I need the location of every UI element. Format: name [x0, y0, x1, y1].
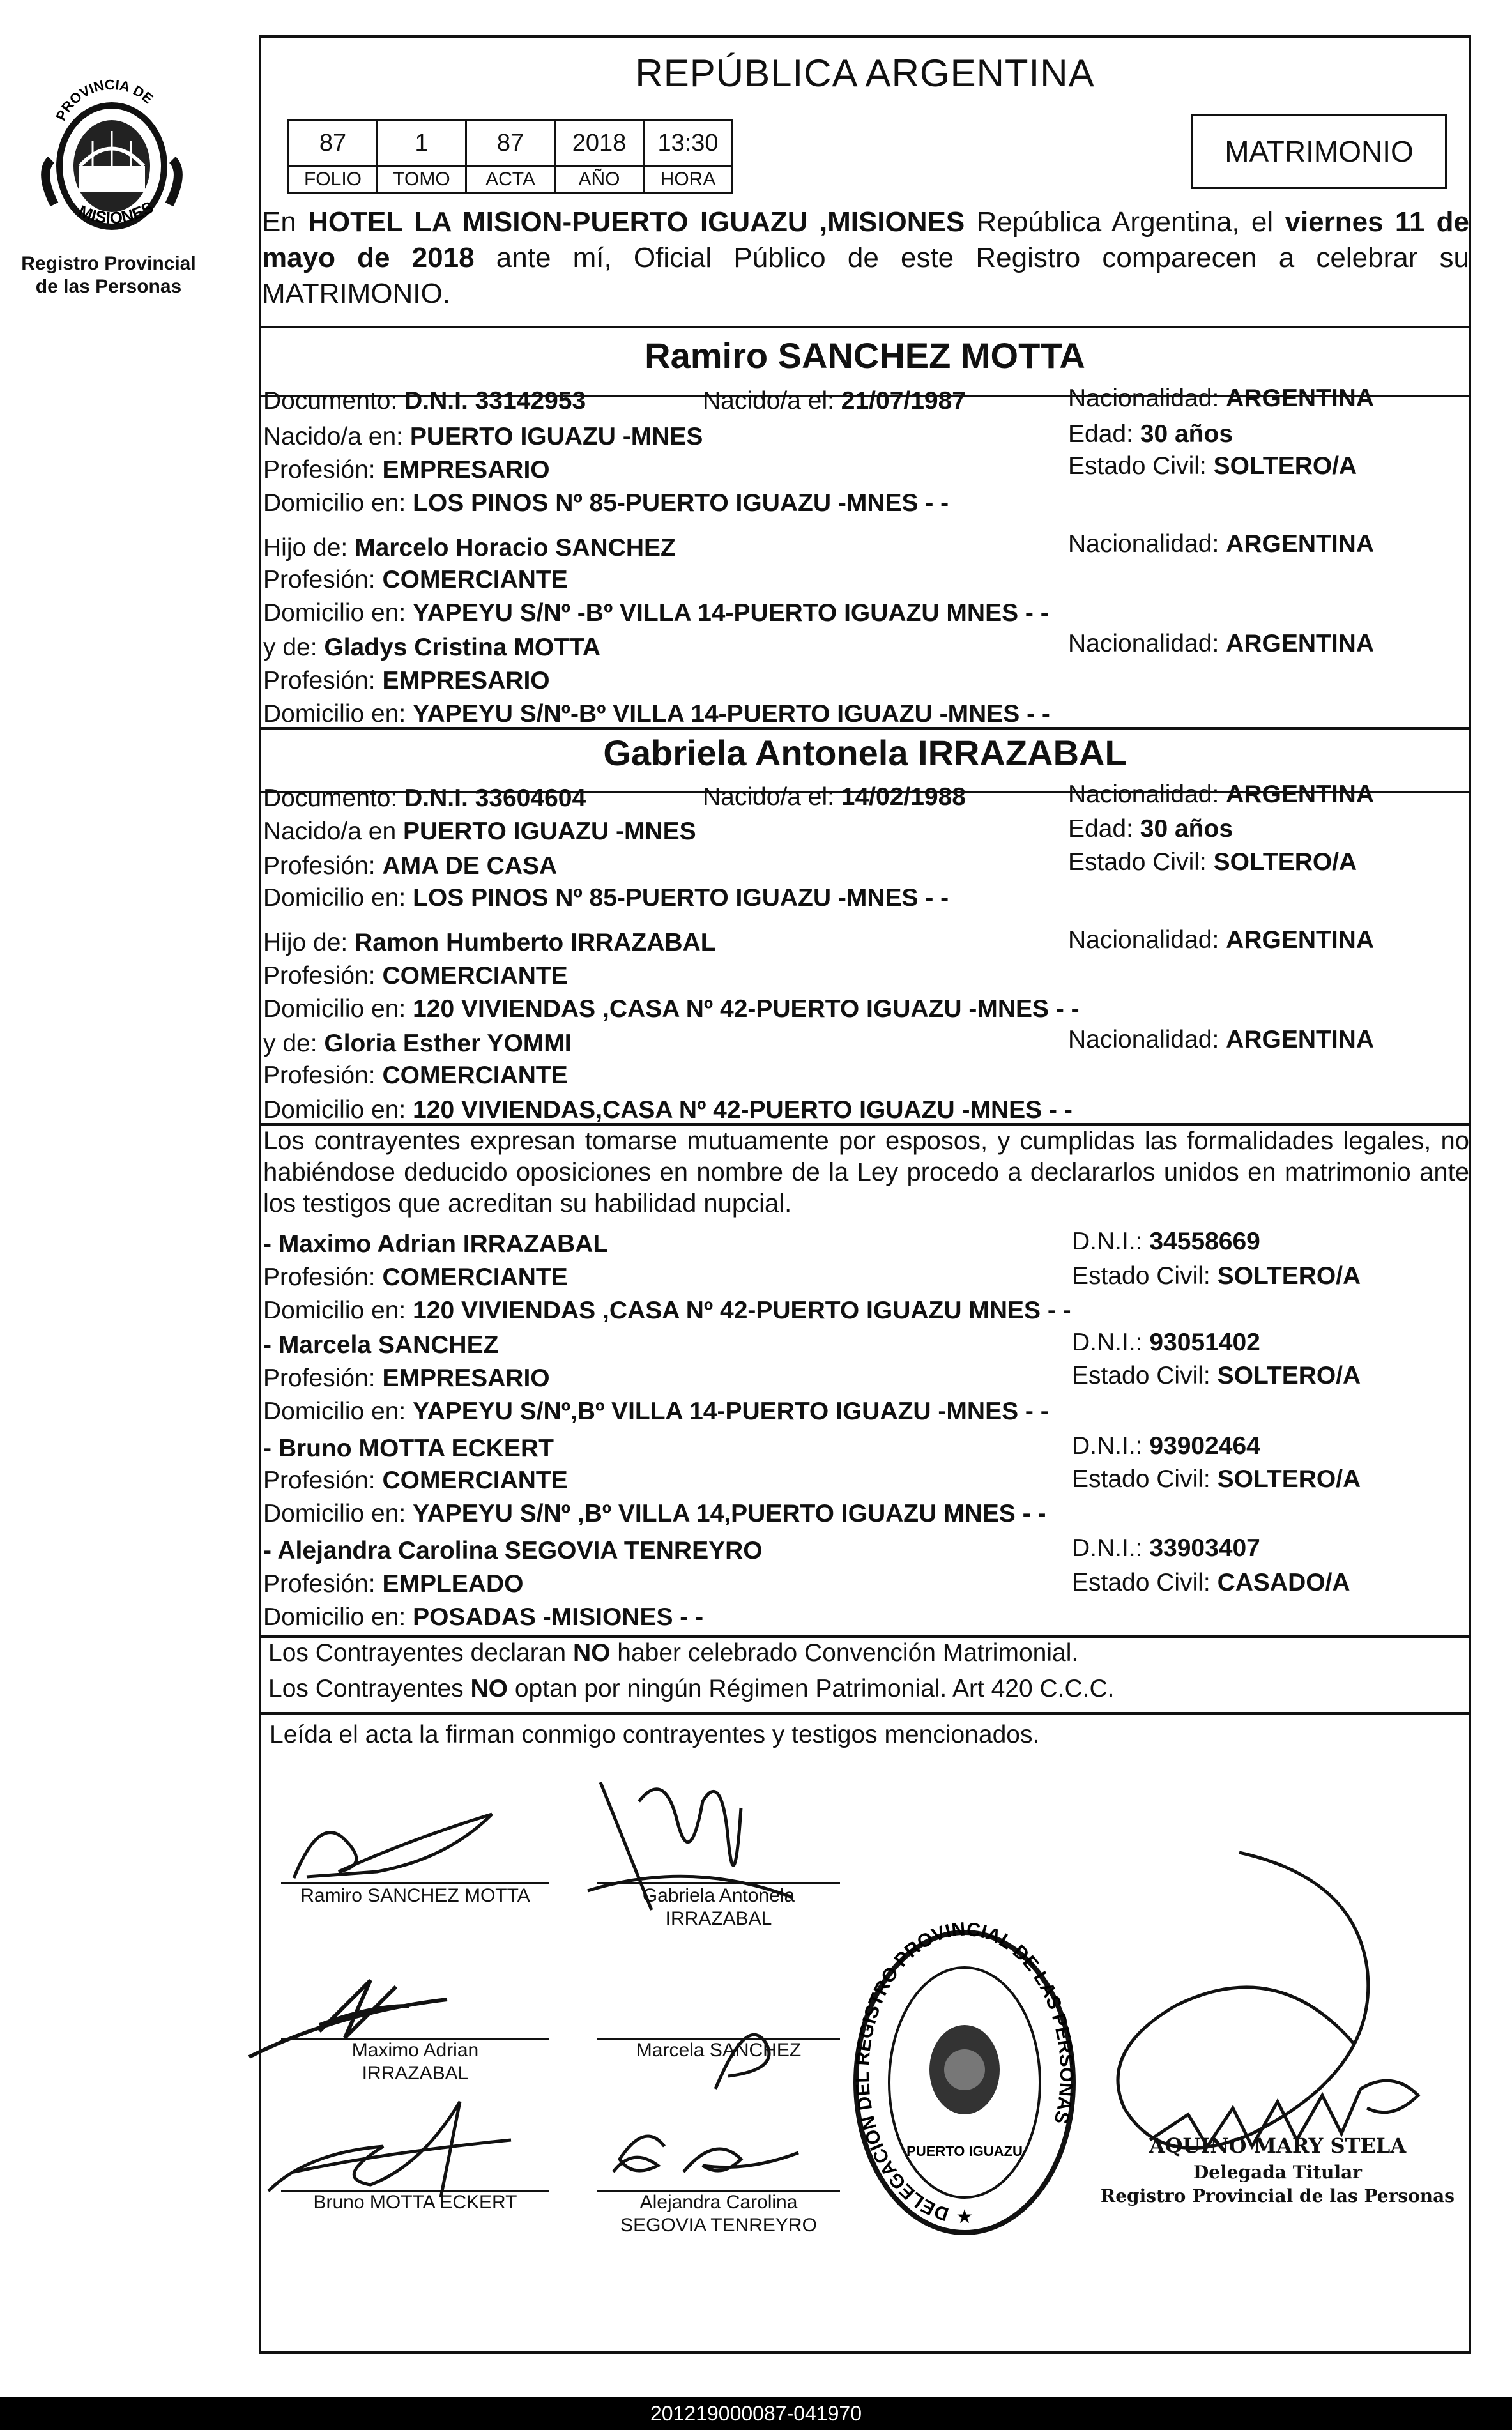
spouse2-father-nationality: Nacionalidad: ARGENTINA	[1068, 926, 1375, 954]
spouse2-name: Gabriela Antonela IRRAZABAL	[603, 733, 1127, 773]
act-header-table	[287, 119, 733, 194]
spouse1-profession: Profesión: EMPRESARIO	[263, 456, 550, 484]
spouse2-profession: Profesión: AMA DE CASA	[263, 852, 558, 880]
witness2-name: - Marcela SANCHEZ	[263, 1331, 499, 1359]
witness3-dni: D.N.I.: 93902464	[1072, 1432, 1260, 1460]
spouse1-domicile: Domicilio en: LOS PINOS Nº 85-PUERTO IGUAZU -MNES - -	[263, 489, 949, 517]
spouse1-mother: y de: Gladys Cristina MOTTA	[263, 634, 601, 661]
witness4-dni: D.N.I.: 33903407	[1072, 1534, 1260, 1562]
witness3-name: - Bruno MOTTA ECKERT	[263, 1435, 554, 1462]
spouse2-mother-profession: Profesión: COMERCIANTE	[263, 1062, 568, 1089]
registry-caption: Registro Provincial de las Personas	[21, 253, 196, 297]
signature-spouse1	[281, 1801, 562, 1891]
spouse1-document: Documento: D.N.I. 33142953	[263, 387, 586, 415]
year-label: AÑO	[555, 167, 644, 193]
document-code: 201219000087-041970	[0, 2397, 1512, 2430]
acta-label: ACTA	[466, 167, 555, 193]
folio-value: 87	[289, 120, 378, 167]
spouse2-nationality: Nacionalidad: ARGENTINA	[1068, 781, 1375, 808]
witness2-profession: Profesión: EMPRESARIO	[263, 1364, 550, 1392]
signature-witness2	[690, 2019, 818, 2095]
tomo-value: 1	[378, 120, 466, 167]
spouse2-mother-domicile: Domicilio en: 120 VIVIENDAS,CASA Nº 42-PUERTO IGUAZU -MNES - -	[263, 1096, 1073, 1124]
signature-caption-witness2: Marcela SANCHEZ	[636, 2040, 802, 2061]
spouse2-birth-place: Nacido/a en PUERTO IGUAZU -MNES	[263, 818, 696, 845]
signature-official	[1086, 1840, 1482, 2172]
spouse2-father-profession: Profesión: COMERCIANTE	[263, 962, 568, 990]
spouse1-birth-date: Nacido/a el: 21/07/1987	[703, 387, 966, 415]
reading-statement: Leída el acta la firman conmigo contrayentes y testigos mencionados.	[270, 1721, 1040, 1748]
witness1-civil-status: Estado Civil: SOLTERO/A	[1072, 1262, 1361, 1290]
spouse1-mother-profession: Profesión: EMPRESARIO	[263, 667, 550, 694]
spouse2-domicile: Domicilio en: LOS PINOS Nº 85-PUERTO IGUAZU -MNES - -	[263, 884, 949, 912]
registry-logo	[35, 70, 188, 256]
acta-value: 87	[466, 120, 555, 167]
spouse1-mother-nationality: Nacionalidad: ARGENTINA	[1068, 630, 1375, 657]
official-seal	[843, 1910, 1086, 2255]
spouse2-father: Hijo de: Ramon Humberto IRRAZABAL	[263, 929, 716, 956]
svg-text:PROVINCIA DE: PROVINCIA DE	[52, 76, 157, 123]
spouse1-father-profession: Profesión: COMERCIANTE	[263, 566, 568, 593]
signature-caption-witness1: Maximo Adrian IRRAZABAL	[351, 2040, 479, 2084]
regime-statement: Los Contrayentes NO optan por ningún Régimen Patrimonial. Art 420 C.C.C.	[268, 1675, 1115, 1702]
witness3-domicile: Domicilio en: YAPEYU S/Nº ,Bº VILLA 14,PUERTO IGUAZU MNES - -	[263, 1500, 1046, 1527]
spouse2-birth-date: Nacido/a el: 14/02/1988	[703, 783, 966, 811]
signature-caption-witness3: Bruno MOTTA ECKERT	[313, 2192, 517, 2213]
witness1-name: - Maximo Adrian IRRAZABAL	[263, 1230, 609, 1258]
signature-caption-witness4: Alejandra Carolina SEGOVIA TENREYRO	[620, 2192, 817, 2236]
official-role: Delegada Titular	[1193, 2162, 1363, 2183]
signature-caption-spouse2: Gabriela Antonela IRRAZABAL	[642, 1885, 795, 1929]
folio-label: FOLIO	[289, 167, 378, 193]
spouse1-mother-domicile: Domicilio en: YAPEYU S/Nº-Bº VILLA 14-PUERTO IGUAZU -MNES - -	[263, 700, 1050, 728]
svg-text:DELEGACION DEL REGISTRO PROVIN: DELEGACION DEL REGISTRO PROVINCIAL DE LAS PERSONAS	[851, 1918, 1078, 2225]
act-type-box: MATRIMONIO	[1191, 114, 1447, 189]
svg-text:MISIONES: MISIONES	[75, 197, 157, 228]
declaration-paragraph: Los contrayentes expresan tomarse mutuamente por esposos, y cumplidas las formalidades legales, no habiéndose deducido oposiciones en nombre de la Ley procedo a declararlos unidos en matrimonio ante los testigos que acreditan su habilidad nupcial.	[263, 1127, 1469, 1218]
witness4-domicile: Domicilio en: POSADAS -MISIONES - -	[263, 1603, 704, 1631]
page-title: REPÚBLICA ARGENTINA	[635, 52, 1095, 95]
spouse2-civil-status: Estado Civil: SOLTERO/A	[1068, 848, 1357, 876]
spouse1-civil-status: Estado Civil: SOLTERO/A	[1068, 452, 1357, 480]
convention-statement: Los Contrayentes declaran NO haber celebrado Convención Matrimonial.	[268, 1639, 1079, 1667]
signature-caption-spouse1: Ramiro SANCHEZ MOTTA	[300, 1885, 530, 1906]
spouse1-nationality: Nacionalidad: ARGENTINA	[1068, 385, 1375, 412]
tomo-label: TOMO	[378, 167, 466, 193]
official-office: Registro Provincial de las Personas	[1100, 2185, 1455, 2206]
witness2-dni: D.N.I.: 93051402	[1072, 1329, 1260, 1356]
spouse2-mother-nationality: Nacionalidad: ARGENTINA	[1068, 1026, 1375, 1053]
signature-spouse2	[575, 1763, 818, 1942]
witness1-profession: Profesión: COMERCIANTE	[263, 1264, 568, 1291]
witness1-dni: D.N.I.: 34558669	[1072, 1228, 1260, 1255]
intro-paragraph: En HOTEL LA MISION-PUERTO IGUAZU ,MISIONES República Argentina, el viernes 11 de mayo de 2018 ante mí, Oficial Público de este Registro comparecen a celebrar su MATRIMONIO.	[262, 206, 1470, 309]
hour-label: HORA	[644, 167, 733, 193]
divider	[259, 1635, 1471, 1638]
spouse1-name: Ramiro SANCHEZ MOTTA	[645, 335, 1085, 376]
spouse2-father-domicile: Domicilio en: 120 VIVIENDAS ,CASA Nº 42-PUERTO IGUAZU -MNES - -	[263, 995, 1080, 1023]
signature-witness4	[607, 2108, 830, 2191]
witness3-profession: Profesión: COMERCIANTE	[263, 1467, 568, 1494]
signature-witness1	[243, 1961, 562, 2063]
witness2-civil-status: Estado Civil: SOLTERO/A	[1072, 1362, 1361, 1389]
divider	[259, 326, 1471, 328]
witness4-civil-status: Estado Civil: CASADO/A	[1072, 1569, 1350, 1596]
witness2-domicile: Domicilio en: YAPEYU S/Nº,Bº VILLA 14-PUERTO IGUAZU -MNES - -	[263, 1398, 1049, 1425]
official-name: AQUINO MARY STELA	[1149, 2134, 1407, 2158]
spouse1-birth-place: Nacido/a en: PUERTO IGUAZU -MNES	[263, 423, 703, 450]
witness4-profession: Profesión: EMPLEADO	[263, 1570, 524, 1598]
hour-value: 13:30	[644, 120, 733, 167]
svg-text:★: ★	[956, 2206, 974, 2228]
spouse1-father-domicile: Domicilio en: YAPEYU S/Nº -Bº VILLA 14-PUERTO IGUAZU MNES - -	[263, 599, 1049, 627]
official-block	[1086, 2134, 1469, 2206]
svg-text:PUERTO IGUAZU: PUERTO IGUAZU	[906, 2143, 1023, 2159]
signature-witness3	[256, 2076, 549, 2204]
spouse2-document: Documento: D.N.I. 33604604	[263, 784, 586, 812]
spouse1-father-nationality: Nacionalidad: ARGENTINA	[1068, 530, 1375, 558]
spouse2-mother: y de: Gloria Esther YOMMI	[263, 1030, 572, 1057]
spouse1-age: Edad: 30 años	[1068, 420, 1233, 448]
witness3-civil-status: Estado Civil: SOLTERO/A	[1072, 1465, 1361, 1493]
witness4-name: - Alejandra Carolina SEGOVIA TENREYRO	[263, 1537, 763, 1564]
spouse1-father: Hijo de: Marcelo Horacio SANCHEZ	[263, 534, 676, 562]
witness1-domicile: Domicilio en: 120 VIVIENDAS ,CASA Nº 42-PUERTO IGUAZU MNES - -	[263, 1297, 1071, 1324]
spouse2-age: Edad: 30 años	[1068, 815, 1233, 843]
year-value: 2018	[555, 120, 644, 167]
divider	[259, 1712, 1471, 1715]
